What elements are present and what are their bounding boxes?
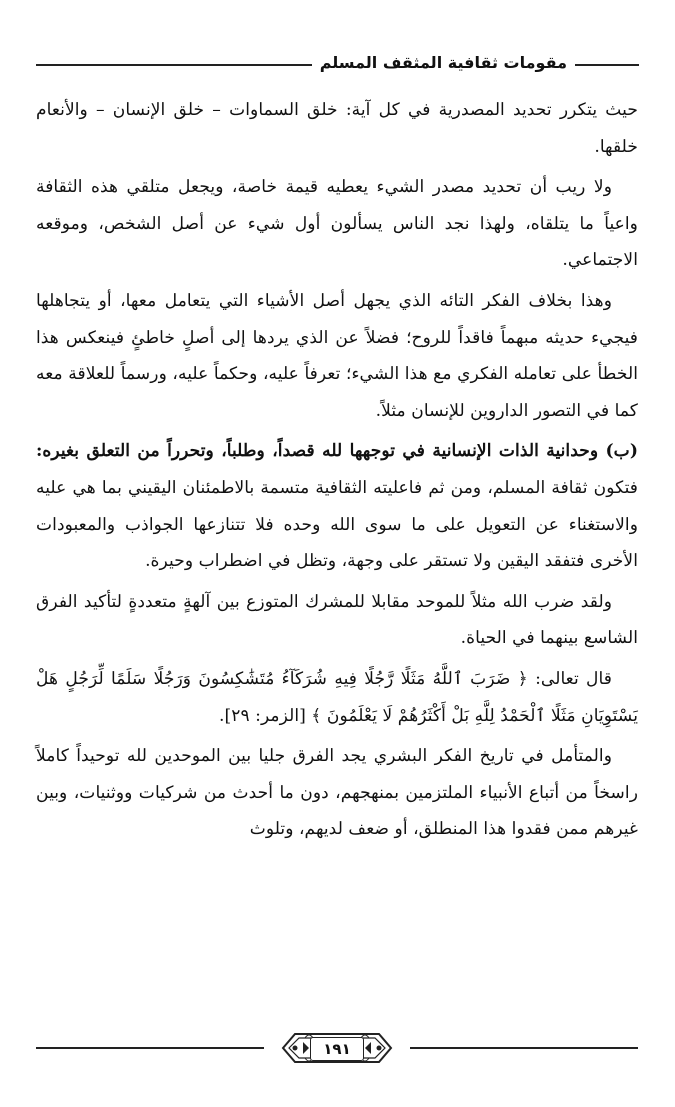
quran-quote [36, 661, 638, 734]
paragraph: وهذا بخلاف الفكر التائه الذي يجهل أصل الأشياء التي يتعامل معها، أو يتجاهلها فيجيء حديثه مبهماً فاقداً للروح؛ فضلاً عن الذي يردها إلى أصلٍ خاطئٍ فينعكس هذا الخطأ على تعامله الفكري مع هذا الشيء؛ تعرفاً عليه، وحكماً عليه، ورسماً للعلاقة معه كما في التصور الداروين للإنسان مثلاً. [36, 290, 638, 421]
section-b-text: فتكون ثقافة المسلم، ومن ثم فاعليته الثقافية متسمة بالاطمئنان اليقيني بما هي عليه والاستغناء عن التعويل على ما سوى الله وحده فلا تتنازعها الجواذب والمعبودات الأخرى فتفقد اليقين ولا تستقر على وجهة، وتظل في اضطراب وحيرة. [36, 477, 638, 572]
page-body [36, 92, 638, 852]
section-b-paragraph [36, 433, 638, 579]
section-b-heading: (ب) وحدانية الذات الإنسانية في توجهها لله قصداً، وطلباً، وتحرراً من التعلق بغيره: [36, 441, 638, 462]
paragraph: ولقد ضرب الله مثلاً للموحد مقابلا للمشرك المتوزع بين آلهةٍ متعددةٍ لتأكيد الفرق الشاسع بينهما في الحياة. [36, 591, 638, 649]
running-header [36, 52, 639, 80]
quote-intro: قال تعالى: [527, 668, 612, 689]
paragraph: ولا ريب أن تحديد مصدر الشيء يعطيه قيمة خاصة، ويجعل متلقي هذه الثقافة واعياً ما يتلقاه، ولهذا نجد الناس يسألون أول شيء عن أصل الشخص، وموقعه الاجتماعي. [36, 177, 638, 271]
quran-verse: ﴿ ضَرَبَ ٱللَّهُ مَثَلًا رَّجُلًا فِيهِ شُرَكَآءُ مُتَشَٰكِسُونَ وَرَجُلًا سَلَمًا لِّرَجُلٍ هَلْ يَسْتَوِيَانِ مَثَلًا ٱلْحَمْدُ لِلَّهِ بَلْ أَكْثَرُهُمْ لَا يَعْلَمُونَ ﴾ [36, 668, 638, 726]
paragraph: حيث يتكرر تحديد المصدرية في كل آية: خلق السماوات – خلق الإنسان – والأنعام خلقها. [36, 100, 638, 157]
header-title: مقومات ثقافية المثقف المسلم [312, 52, 575, 74]
footer-rule-right [410, 1047, 638, 1049]
verse-reference: [الزمر: ٢٩]. [219, 705, 312, 726]
paragraph: والمتأمل في تاريخ الفكر البشري يجد الفرق جليا بين الموحدين لله توحيداً كاملاً راسخاً من أتباع الأنبياء الملتزمين بمنهجهم، دون ما أحدث من شركيات ووثنيات، وبين غيرهم ممن فقدوا هذا المنطلق، أو ضعف لديهم، وتلوث [36, 746, 638, 840]
footer-rule-left [36, 1047, 264, 1049]
page-number: ١٩١ [310, 1037, 364, 1061]
page-footer [36, 1028, 638, 1068]
